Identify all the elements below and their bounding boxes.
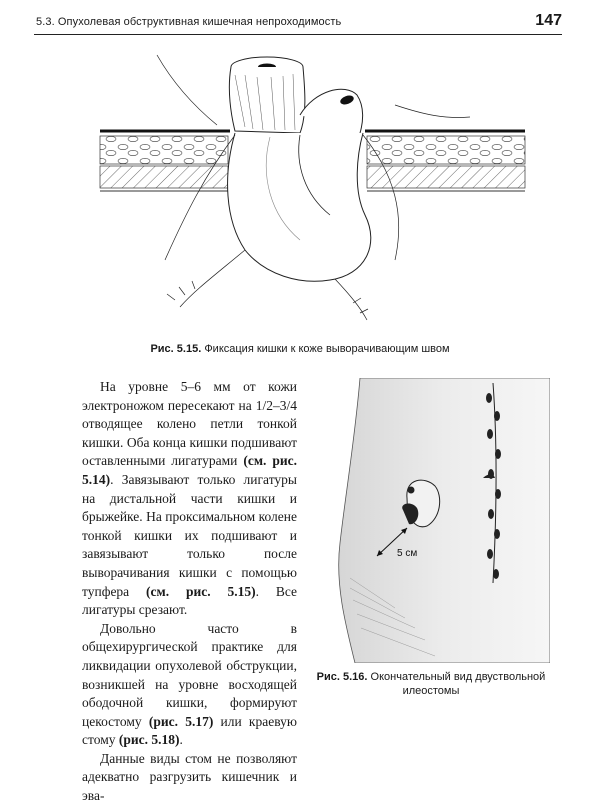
paragraph: Данные виды стом не позволяют адекватно разгрузить кишечник и эва- <box>82 750 297 804</box>
caption-text: Фиксация кишки к коже выворачивающим швом <box>204 343 450 355</box>
figure-reference: (см. рис. 5.14) <box>82 453 297 487</box>
figure-label: Рис. 5.16. <box>316 671 368 683</box>
chapter-title: 5.3. Опухолевая обструктивная кишечная непроходимость <box>36 16 342 28</box>
measurement-label: 5 см <box>397 548 418 559</box>
page-number: 147 <box>535 12 562 29</box>
figure-5-15-caption <box>0 343 600 355</box>
caption-text: Окончательный вид двуствольной илеостомы <box>370 671 546 697</box>
figure-reference: (рис. 5.18) <box>118 732 180 748</box>
figure-5-16-caption <box>312 670 550 698</box>
paragraph: На уровне 5–6 мм от кожи электроножом пересекают на 1/2–3/4 отводящее колено петли тонкой кишки. Оба конца кишки подшивают оставленными лигатурами (см. рис. 5.14). Завязывают только лигатуры на дистальной части кишки и брыжейке. На проксимальном колене тонкой кишки их подшивают и завязывают только после выворачивания кишки с помощью тупфера (см. рис. 5.15). Все лигатуры срезают. <box>82 379 297 618</box>
figure-label: Рис. 5.15. <box>150 343 202 355</box>
running-header <box>34 10 562 35</box>
body-text <box>82 378 297 806</box>
paragraph: Довольно часто в общехирургической практике для ликвидации опухолевой обструкции, возникшей на уровне восходящей ободочной кишки, формируют цекостому (рис. 5.17) или краевую стому (рис. 5.18). <box>82 620 297 748</box>
figure-5-16-illustration <box>315 378 550 663</box>
figure-reference: (см. рис. 5.15) <box>146 583 256 599</box>
figure-reference: (рис. 5.17) <box>148 713 214 729</box>
figure-5-15-illustration <box>95 45 545 335</box>
